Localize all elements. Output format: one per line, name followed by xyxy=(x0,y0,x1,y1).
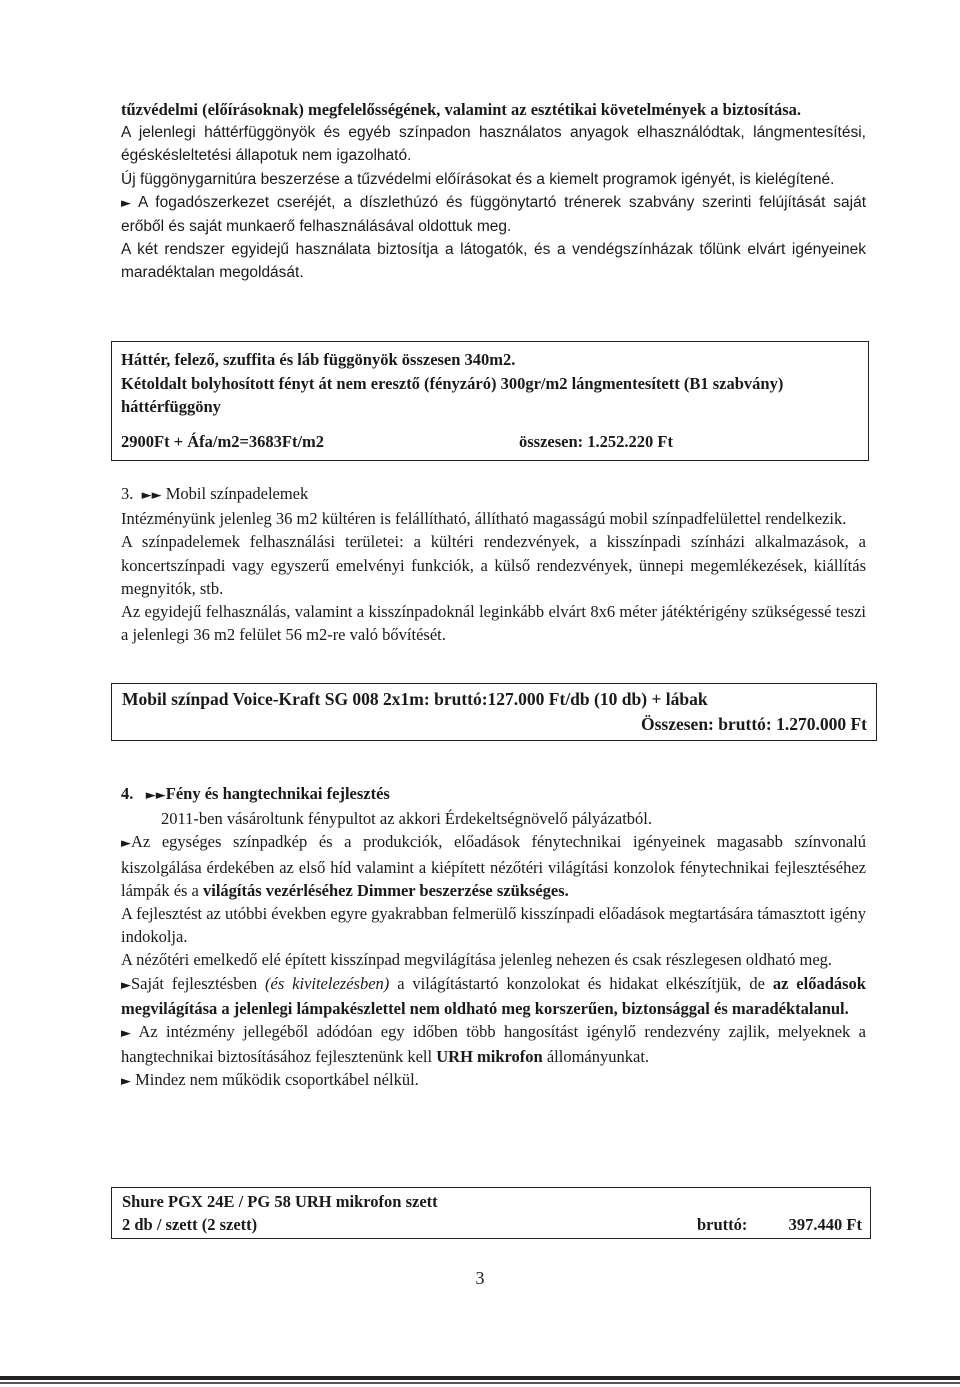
microphone-price-box xyxy=(111,1187,871,1239)
intro-paragraph: A jelenlegi háttérfüggönyök és egyéb színpadon használatos anyagok elhasználódtak, lángmentesítési, égéskésleltetési állapotuk nem igazolható. xyxy=(121,124,866,165)
section-number: 3. xyxy=(121,484,134,503)
paragraph-text: a világítástartó konzolokat és hidakat elkészítjük, de xyxy=(389,973,773,993)
intro-paragraph: A két rendszer egyidejű használata biztosítja a látogatók, és a vendégszínházak tőlünk elvárt igényeinek maradéktalan megoldását. xyxy=(121,241,866,282)
section-paragraph: Intézményünk jelenleg 36 m2 kültéren is felállítható, állítható magasságú mobil színpadfelülettel rendelkezik. xyxy=(121,509,847,529)
paragraph-italic-text: (és kivitelezésben) xyxy=(265,973,390,993)
brutto-value: 397.440 Ft xyxy=(788,1215,862,1234)
section-paragraph xyxy=(121,972,866,1020)
intro-heading-line: tűzvédelmi (előírásoknak) megfelelősségének, valamint az esztétikai követelmények a biztosítása. xyxy=(121,100,802,119)
box-line: Shure PGX 24E / PG 58 URH mikrofon szett xyxy=(122,1192,438,1211)
stage-price-box xyxy=(111,683,877,741)
double-arrow-icon: ►► xyxy=(145,788,166,803)
intro-paragraph xyxy=(121,191,866,238)
scan-edge-line xyxy=(0,1376,960,1380)
intro-section xyxy=(121,98,866,285)
box-total: Összesen: bruttó: 1.270.000 Ft xyxy=(640,714,867,734)
total-price: összesen: 1.252.220 Ft xyxy=(519,432,673,451)
section-title: Mobil színpadelemek xyxy=(165,484,309,503)
section-paragraph: A színpadelemek felhasználási területei: a kültéri rendezvények, a kisszínpadi színházi alkalmazások, a koncertszínpadi vagy egyszerű emelvényi funkciók, a külső rendezvények, ünnepi megemlékezések, kiállítás megnyitók, stb. xyxy=(121,532,866,598)
brutto-label: bruttó: xyxy=(697,1215,748,1234)
section-paragraph xyxy=(121,1020,866,1068)
section-subline: 2011-ben vásároltunk fénypultot az akkori Érdekeltségnövelő pályázatból. xyxy=(161,809,653,829)
section-4 xyxy=(121,782,866,1094)
bullet-arrow-icon: ► xyxy=(121,195,131,211)
double-arrow-icon: ►► xyxy=(141,488,162,503)
box-line: Kétoldalt bolyhosított fényt át nem eresztő (fényzáró) 300gr/m2 lángmentesített (B1 szabvány) háttérfüggöny xyxy=(121,373,784,416)
bullet-arrow-icon: ► xyxy=(121,1074,131,1090)
box-line xyxy=(122,1213,862,1236)
paragraph-bold-text: az előadások megvilágítása a jelenlegi lámpakészlettel nem oldható meg korszerűen, biztonsággal és maradéktalanul. xyxy=(121,973,866,1018)
paragraph-text: Az egységes színpadkép és a produkciók, előadások fénytechnikai igényeinek magasabb színvonalú kiszolgálása érdekében az első híd valamint a kiépített nézőtéri világítási konzolok fénytechnikai fejlesztéséhez lámpák és a xyxy=(121,832,866,900)
paragraph-text: Az intézmény jellegéből adódóan egy időben több hangosítást igénylő rendezvény zajlik, melyeknek a hangtechnikai biztosításához fejlesztenünk kell xyxy=(121,1022,866,1067)
section-paragraph: A fejlesztést az utóbbi években egyre gyakrabban felmerülő kisszínpadi előadások megtartására támasztott igény indokolja. xyxy=(121,904,866,947)
section-heading xyxy=(121,482,866,507)
intro-paragraph-text: A fogadószerkezet cseréjét, a díszlethúzó és függönytartó trénerek szabvány szerinti felújítását saját erőből és saját munkaerő felhasználásával oldottuk meg. xyxy=(121,193,867,236)
intro-paragraph: Új függönygarnitúra beszerzése a tűzvédelmi előírásokat és a kiemelt programok igényét, is kielégítené. xyxy=(121,170,835,188)
bullet-arrow-icon: ► xyxy=(121,1026,131,1042)
paragraph-bold-text: világítás vezérléséhez Dimmer beszerzése szükséges. xyxy=(203,880,569,900)
bullet-arrow-icon: ► xyxy=(121,836,131,852)
paragraph-bold-text: URH mikrofon xyxy=(436,1047,543,1067)
scan-edge-line xyxy=(0,1382,960,1384)
section-title: Fény és hangtechnikai fejlesztés xyxy=(165,784,390,803)
box-line: Háttér, felező, szuffita és láb függönyök összesen 340m2. xyxy=(121,350,516,369)
unit-price: 2900Ft + Áfa/m2=3683Ft/m2 xyxy=(121,432,325,451)
quantity-text: 2 db / szett (2 szett) xyxy=(122,1215,258,1234)
section-heading xyxy=(121,782,866,807)
section-3 xyxy=(121,482,866,646)
curtain-price-box xyxy=(111,341,869,461)
section-paragraph: A nézőtéri emelkedő elé épített kisszínpad megvilágítása jelenleg nehezen és csak részlegesen oldható meg. xyxy=(121,950,833,970)
bullet-arrow-icon: ► xyxy=(121,977,131,993)
paragraph-text: Mindez nem működik csoportkábel nélkül. xyxy=(135,1070,419,1090)
section-number: 4. xyxy=(121,784,134,803)
section-paragraph: Az egyidejű felhasználás, valamint a kisszínpadoknál leginkább elvárt 8x6 méter játéktérigény szükségessé teszi a jelenlegi 36 m2 felület 56 m2-re való bővítését. xyxy=(121,602,866,645)
page-number: 3 xyxy=(475,1268,485,1288)
box-line: Mobil színpad Voice-Kraft SG 008 2x1m: bruttó:127.000 Ft/db (10 db) + lábak xyxy=(122,689,708,709)
paragraph-text: állományunkat. xyxy=(542,1047,650,1067)
section-paragraph xyxy=(121,830,866,902)
paragraph-text: Saját fejlesztésben xyxy=(131,973,266,993)
section-paragraph xyxy=(121,1068,866,1093)
